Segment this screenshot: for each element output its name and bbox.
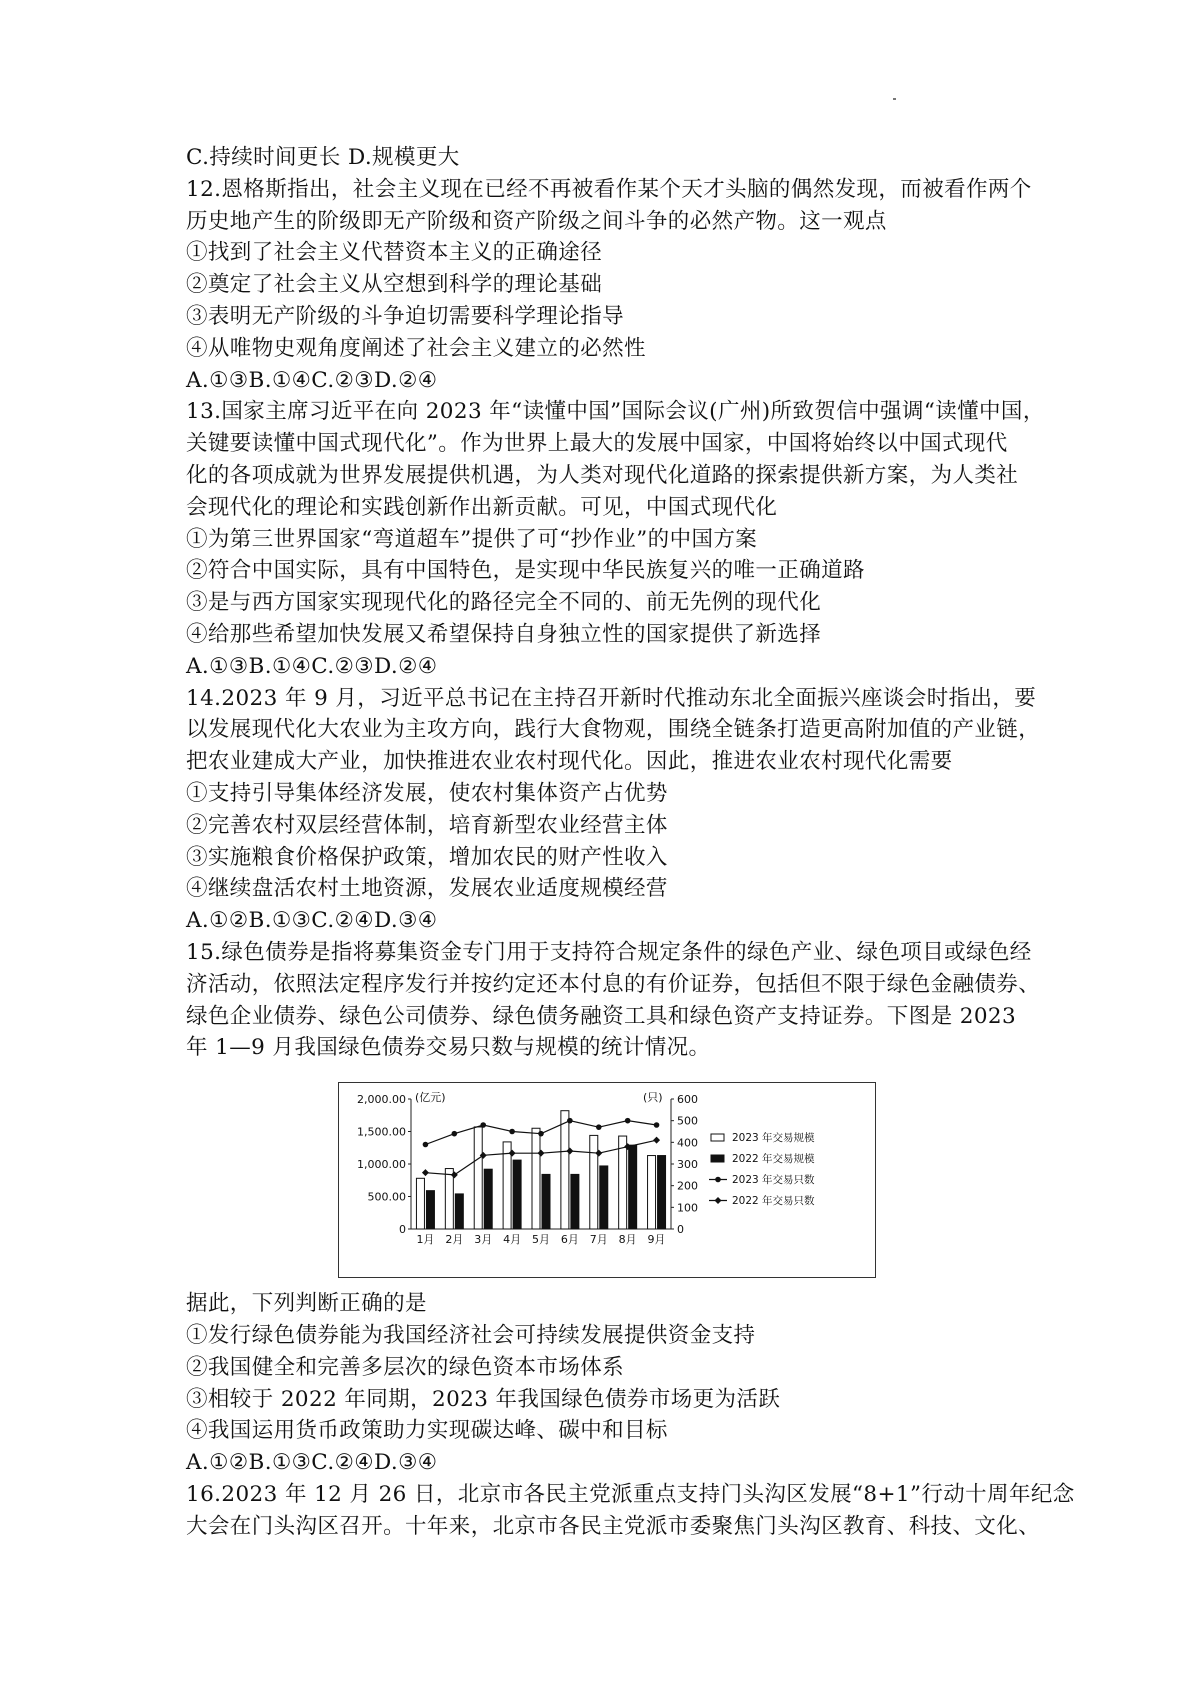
point-2023-count: [538, 1131, 544, 1137]
bar-2023-scale: [648, 1156, 656, 1229]
text-line: 15.绿色债券是指将募集资金专门用于支持符合规定条件的绿色产业、绿色项目或绿色经: [186, 939, 1032, 965]
bar-2022-scale: [542, 1175, 550, 1230]
chart-canvas: [339, 1083, 875, 1277]
legend-swatch: [711, 1155, 724, 1162]
text-line: ④我国运用货币政策助力实现碳达峰、碳中和目标: [186, 1418, 668, 1444]
bar-2022-scale: [629, 1145, 637, 1229]
bar-2023-scale: [445, 1169, 453, 1229]
point-2023-count: [423, 1142, 429, 1148]
bar-2023-scale: [416, 1178, 424, 1229]
text-line: 16.2023 年 12 月 26 日，北京市各民主党派重点支持门头沟区发展“8+1”行动十周年纪念: [186, 1481, 1075, 1507]
text-line: 关键要读懂中国式现代化”。作为世界上最大的发展中国家，中国将始终以中国式现代: [186, 431, 1008, 457]
exam-page: [186, 142, 1075, 1542]
text-line: 会现代化的理论和实践创新作出新贡献。可见，中国式现代化: [186, 494, 778, 520]
text-line: ②我国健全和完善多层次的绿色资本市场体系: [186, 1354, 625, 1380]
text-line: 把农业建成大产业，加快推进农业农村现代化。因此，推进农业农村现代化需要: [186, 749, 953, 775]
scan-speck: [893, 98, 896, 100]
left-tick-label: 500.00: [367, 1190, 406, 1204]
bar-2022-scale: [571, 1175, 579, 1230]
bar-2023-scale: [474, 1127, 482, 1229]
text-line: ①发行绿色债券能为我国经济社会可持续发展提供资金支持: [186, 1322, 756, 1348]
point-2023-count: [596, 1124, 602, 1130]
point-2022-count: [653, 1137, 660, 1144]
x-tick-label: 3月: [474, 1233, 493, 1247]
x-tick-label: 6月: [560, 1233, 579, 1247]
right-tick-label: 600: [677, 1093, 698, 1107]
text-line: ③表明无产阶级的斗争迫切需要科学理论指导: [186, 303, 625, 329]
left-tick-label: 1,500.00: [357, 1125, 406, 1139]
text-line: ④继续盘活农村土地资源，发展农业适度规模经营: [186, 876, 668, 902]
point-2023-count: [625, 1118, 631, 1124]
text-line: ②奠定了社会主义从空想到科学的理论基础: [186, 272, 603, 298]
text-line: A.①③B.①④C.②③D.②④: [186, 367, 438, 393]
point-2023-count: [452, 1131, 458, 1137]
bar-2023-scale: [532, 1128, 540, 1229]
bar-2022-scale: [513, 1160, 521, 1229]
x-tick-label: 2月: [445, 1233, 464, 1247]
text-line: ①支持引导集体经济发展，使农村集体资产占优势: [186, 780, 668, 806]
x-tick-label: 1月: [416, 1233, 435, 1247]
legend-marker: [715, 1177, 721, 1183]
left-tick-label: 1,000.00: [357, 1158, 406, 1172]
text-line: 历史地产生的阶级即无产阶级和资产阶级之间斗争的必然产物。这一观点: [186, 208, 887, 234]
text-line: ③是与西方国家实现现代化的路径完全不同的、前无先例的现代化: [186, 590, 822, 616]
text-line: 年 1—9 月我国绿色债券交易只数与规模的统计情况。: [186, 1035, 711, 1061]
point-2023-count: [654, 1122, 660, 1128]
x-tick-label: 4月: [503, 1233, 522, 1247]
text-line: 化的各项成就为世界发展提供机遇，为人类对现代化道路的探索提供新方案，为人类社: [186, 462, 1019, 488]
point-2023-count: [480, 1122, 486, 1128]
text-line: ④从唯物史观角度阐述了社会主义建立的必然性: [186, 335, 646, 361]
point-2023-count: [567, 1118, 573, 1124]
bar-2022-scale: [600, 1166, 608, 1229]
x-tick-label: 7月: [589, 1233, 608, 1247]
text-line: ③实施粮食价格保护政策，增加农民的财产性收入: [186, 844, 668, 870]
legend-label: 2022 年交易只数: [732, 1195, 815, 1208]
left-axis-unit: (亿元): [415, 1091, 446, 1105]
x-tick-label: 8月: [618, 1233, 637, 1247]
text-line: A.①②B.①③C.②④D.③④: [186, 908, 438, 934]
right-tick-label: 0: [677, 1223, 684, 1237]
bar-2023-scale: [503, 1142, 511, 1229]
text-line: ①找到了社会主义代替资本主义的正确途径: [186, 240, 603, 266]
text-line: 13.国家主席习近平在向 2023 年“读懂中国”国际会议(广州)所致贺信中强调“读懂中国，: [186, 399, 1045, 425]
green-bond-chart: [338, 1082, 876, 1278]
x-tick-label: 5月: [532, 1233, 550, 1247]
text-line: C.持续时间更长 D.规模更大: [186, 145, 460, 170]
bar-2022-scale: [658, 1156, 666, 1229]
bar-2023-scale: [619, 1136, 627, 1229]
text-line: 12.恩格斯指出，社会主义现在已经不再被看作某个天才头脑的偶然发现，而被看作两个: [186, 176, 1032, 202]
point-2022-count: [422, 1169, 429, 1176]
x-tick-label: 9月: [647, 1233, 666, 1247]
right-tick-label: 200: [677, 1179, 698, 1193]
right-axis-unit: (只): [643, 1091, 663, 1105]
text-line: A.①③B.①④C.②③D.②④: [186, 653, 438, 679]
right-tick-label: 500: [677, 1114, 698, 1128]
left-tick-label: 0: [399, 1223, 406, 1237]
text-line: ①为第三世界国家“弯道超车”提供了可“抄作业”的中国方案: [186, 526, 758, 552]
bar-2023-scale: [590, 1136, 598, 1230]
text-line: 济活动，依照法定程序发行并按约定还本付息的有价证券，包括但不限于绿色金融债券、: [186, 971, 1041, 997]
legend-label: 2022 年交易规模: [732, 1153, 815, 1166]
legend-label: 2023 年交易只数: [732, 1174, 815, 1187]
left-tick-label: 2,000.00: [357, 1093, 406, 1107]
bar-2023-scale: [561, 1111, 569, 1229]
text-line: 绿色企业债券、绿色公司债券、绿色债务融资工具和绿色资产支持证券。下图是 2023: [186, 1003, 1017, 1029]
point-2023-count: [509, 1129, 515, 1135]
question-text-top: [186, 142, 1045, 1064]
right-tick-label: 300: [677, 1158, 698, 1172]
text-line: 据此，下列判断正确的是: [186, 1291, 427, 1317]
text-line: A.①②B.①③C.②④D.③④: [186, 1450, 438, 1476]
right-tick-label: 100: [677, 1201, 698, 1215]
text-line: ④给那些希望加快发展又希望保持自身独立性的国家提供了新选择: [186, 621, 822, 647]
bar-2022-scale: [455, 1194, 463, 1229]
text-line: 大会在门头沟区召开。十年来，北京市各民主党派市委聚焦门头沟区教育、科技、文化、: [186, 1513, 1041, 1539]
bar-2022-scale: [426, 1191, 434, 1229]
text-line: 14.2023 年 9 月，习近平总书记在主持召开新时代推动东北全面振兴座谈会时指出，要: [186, 685, 1037, 711]
legend-marker: [715, 1197, 722, 1204]
question-text-bottom: [186, 1288, 1075, 1542]
text-line: ②符合中国实际，具有中国特色，是实现中华民族复兴的唯一正确道路: [186, 558, 865, 584]
right-tick-label: 400: [677, 1136, 698, 1150]
text-line: ②完善农村双层经营体制，培育新型农业经营主体: [186, 812, 668, 838]
bar-2022-scale: [484, 1169, 492, 1229]
text-line: ③相较于 2022 年同期，2023 年我国绿色债券市场更为活跃: [186, 1386, 781, 1412]
text-line: 以发展现代化大农业为主攻方向，践行大食物观，围绕全链条打造更高附加值的产业链，: [186, 717, 1041, 743]
legend-label: 2023 年交易规模: [732, 1132, 815, 1145]
legend-swatch: [711, 1134, 724, 1141]
